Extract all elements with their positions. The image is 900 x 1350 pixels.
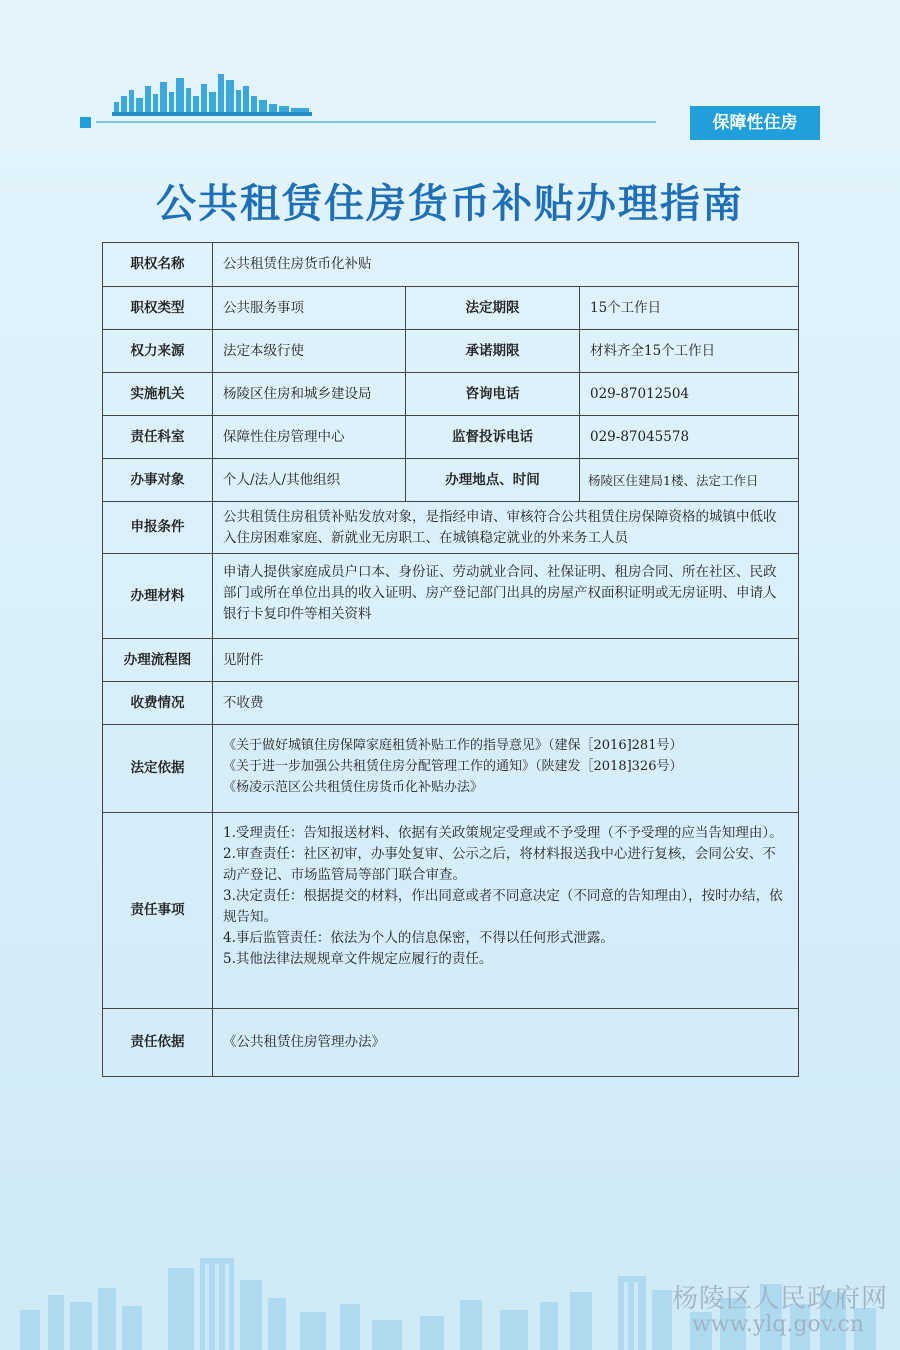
responsibility-item: 4.事后监管责任：依法为个人的信息保密，不得以任何形式泄露。 bbox=[223, 930, 614, 946]
table-row bbox=[103, 416, 799, 459]
table-row bbox=[103, 373, 799, 416]
city-skyline-graphic bbox=[112, 68, 312, 116]
row-value: 法定本级行使 bbox=[213, 330, 406, 373]
table-row bbox=[103, 554, 799, 639]
row-value: 个人/法人/其他组织 bbox=[213, 459, 406, 502]
category-badge: 保障性住房 bbox=[690, 106, 820, 140]
row-value: 公共租赁住房货币化补贴 bbox=[213, 243, 799, 287]
watermark-url: www.ylq.gov.cn bbox=[691, 1312, 864, 1337]
row-label: 申报条件 bbox=[103, 502, 213, 554]
row-value: 保障性住房管理中心 bbox=[213, 416, 406, 459]
row-label: 责任依据 bbox=[103, 1009, 213, 1077]
row-label: 职权类型 bbox=[103, 287, 213, 330]
row-label-secondary: 办理地点、时间 bbox=[406, 459, 580, 502]
responsibility-item: 3.决定责任：根据提交的材料，作出同意或者不同意决定（不同意的告知理由），按时办结，依规告知。 bbox=[223, 888, 783, 925]
row-label: 权力来源 bbox=[103, 330, 213, 373]
row-label-secondary: 监督投诉电话 bbox=[406, 416, 580, 459]
row-value: 公共租赁住房租赁补贴发放对象，是指经申请、审核符合公共租赁住房保障资格的城镇中低收入住房困难家庭、新就业无房职工、在城镇稳定就业的外来务工人员 bbox=[213, 502, 799, 554]
row-value-secondary: 029-87012504 bbox=[580, 373, 799, 416]
legal-basis-line: 《关于做好城镇住房保障家庭租赁补贴工作的指导意见》（建保［2016]281号） bbox=[223, 738, 683, 753]
row-label: 办理材料 bbox=[103, 554, 213, 639]
table-row bbox=[103, 682, 799, 725]
table-row bbox=[103, 330, 799, 373]
row-value: 公共服务事项 bbox=[213, 287, 406, 330]
table-row bbox=[103, 639, 799, 682]
row-value bbox=[213, 725, 799, 813]
row-value-secondary: 杨陵区住建局1楼、法定工作日 bbox=[580, 459, 799, 502]
table-row bbox=[103, 725, 799, 813]
row-label: 责任事项 bbox=[103, 813, 213, 1009]
row-value-secondary: 材料齐全15个工作日 bbox=[580, 330, 799, 373]
legal-basis-line: 《杨凌示范区公共租赁住房货币化补贴办法》 bbox=[223, 780, 484, 795]
row-value: 见附件 bbox=[213, 639, 799, 682]
row-label: 责任科室 bbox=[103, 416, 213, 459]
table-row bbox=[103, 502, 799, 554]
guide-table bbox=[102, 242, 799, 1077]
watermark-site-name: 杨陵区人民政府网 bbox=[671, 1284, 888, 1314]
table-row bbox=[103, 459, 799, 502]
row-label: 职权名称 bbox=[103, 243, 213, 287]
legal-basis-line: 《关于进一步加强公共租赁住房分配管理工作的通知》（陕建发［2018]326号） bbox=[223, 759, 683, 774]
row-label-secondary: 咨询电话 bbox=[406, 373, 580, 416]
header-divider bbox=[96, 121, 656, 123]
row-label: 办理流程图 bbox=[103, 639, 213, 682]
row-value: 申请人提供家庭成员户口本、身份证、劳动就业合同、社保证明、租房合同、所在社区、民政部门或所在单位出具的收入证明、房产登记部门出具的房屋产权面积证明或无房证明、申请人银行卡复印件等相关资料 bbox=[213, 554, 799, 639]
row-value: 《公共租赁住房管理办法》 bbox=[213, 1009, 799, 1077]
row-value-secondary: 15个工作日 bbox=[580, 287, 799, 330]
responsibility-item: 1.受理责任：告知报送材料、依据有关政策规定受理或不予受理（不予受理的应当告知理由）。 bbox=[223, 825, 783, 841]
table-row bbox=[103, 243, 799, 287]
row-value: 杨陵区住房和城乡建设局 bbox=[213, 373, 406, 416]
row-label: 法定依据 bbox=[103, 725, 213, 813]
responsibility-item: 2.审查责任：社区初审，办事处复审、公示之后，将材料报送我中心进行复核，会同公安、不动产登记、市场监管局等部门联合审查。 bbox=[223, 846, 776, 883]
row-label-secondary: 法定期限 bbox=[406, 287, 580, 330]
row-label: 办事对象 bbox=[103, 459, 213, 502]
table-row bbox=[103, 287, 799, 330]
row-label-secondary: 承诺期限 bbox=[406, 330, 580, 373]
row-label: 实施机关 bbox=[103, 373, 213, 416]
row-value: 不收费 bbox=[213, 682, 799, 725]
row-label: 收费情况 bbox=[103, 682, 213, 725]
responsibility-item: 5.其他法律法规规章文件规定应履行的责任。 bbox=[223, 951, 493, 967]
table-row bbox=[103, 813, 799, 1009]
page-title: 公共租赁住房货币补贴办理指南 bbox=[156, 181, 744, 227]
row-value-secondary: 029-87045578 bbox=[580, 416, 799, 459]
header-square-marker bbox=[80, 117, 91, 128]
row-value bbox=[213, 813, 799, 1009]
table-row bbox=[103, 1009, 799, 1077]
